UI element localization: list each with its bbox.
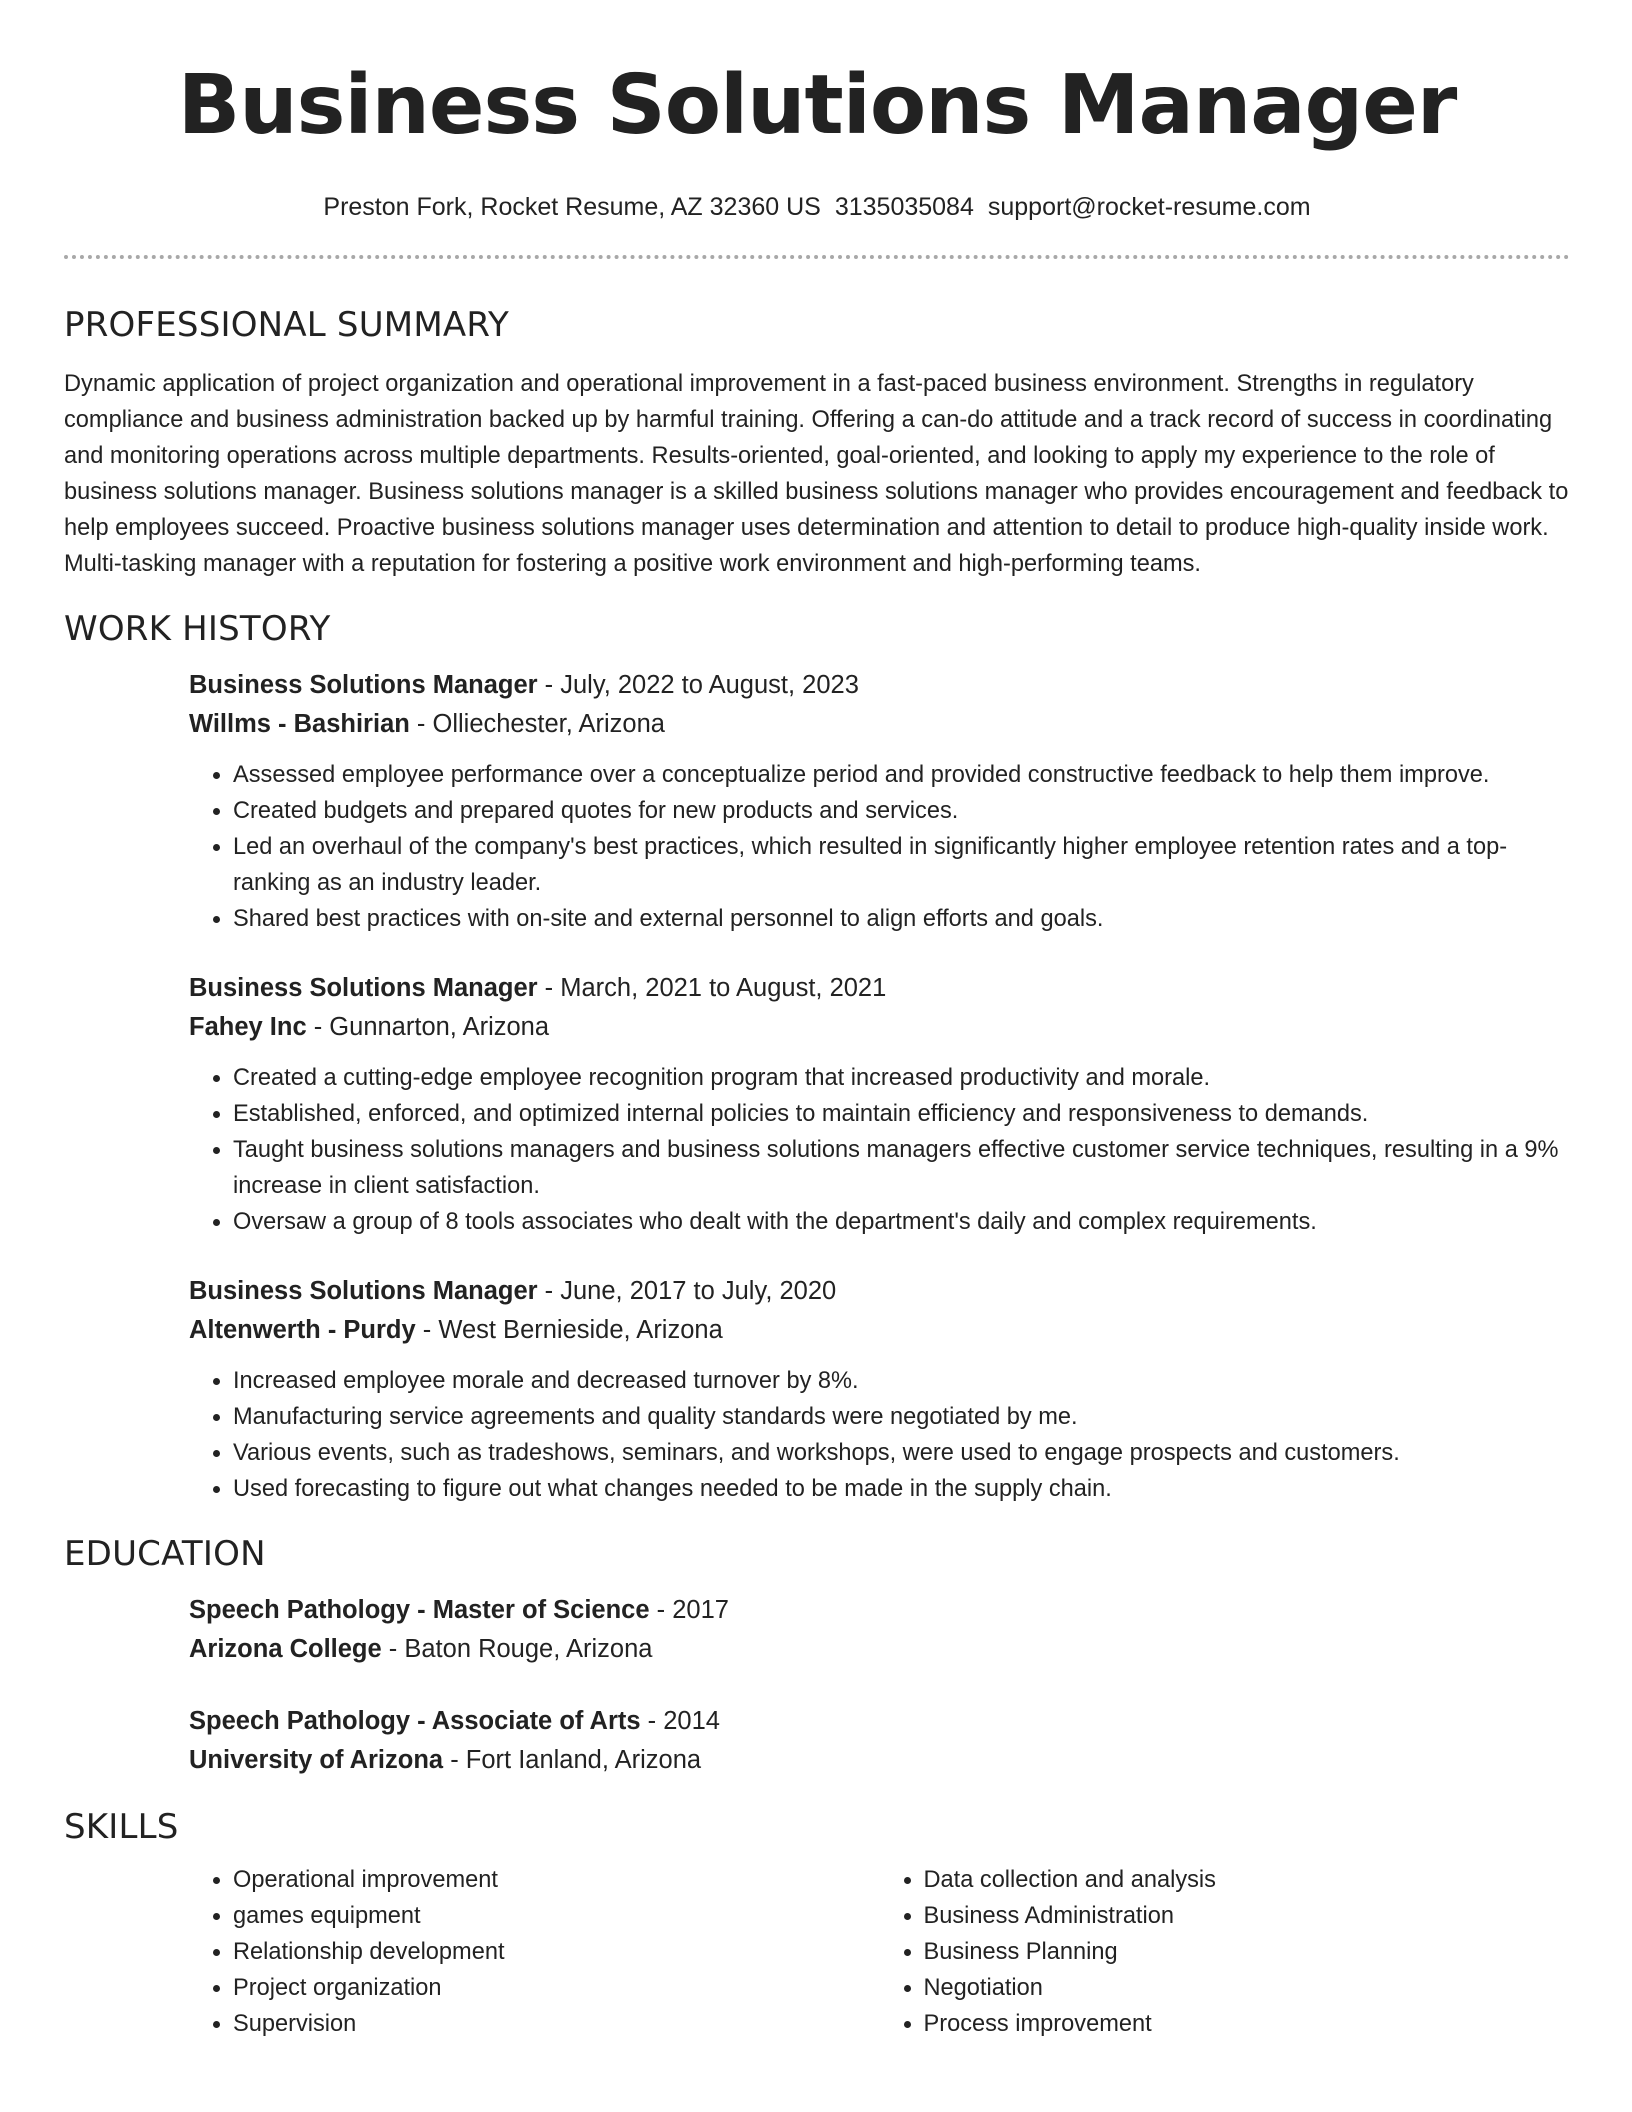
- education-degree: Speech Pathology - Master of Science: [189, 1596, 650, 1624]
- education-entry: [189, 1702, 1570, 1780]
- contact-phone: 3135035084: [834, 193, 974, 221]
- job-bullet: • Various events, such as tradeshows, seminars, and workshops, were used to engage prospects and customers.: [233, 1435, 1570, 1471]
- job-bullets: [189, 1060, 1570, 1240]
- job-company-line: [189, 705, 1570, 744]
- job-company: Willms - Bashirian: [189, 710, 410, 738]
- education-year: - 2017: [649, 1596, 729, 1624]
- job-bullets: [189, 1363, 1570, 1507]
- education-school: University of Arizona: [189, 1746, 444, 1774]
- skill-item: • Project organization: [233, 1970, 880, 2006]
- job-bullet: • Manufacturing service agreements and quality standards were negotiated by me.: [233, 1399, 1570, 1435]
- job-company-line: [189, 1311, 1570, 1350]
- job-bullet: • Established, enforced, and optimized internal policies to maintain efficiency and responsiveness to demands.: [233, 1096, 1570, 1132]
- education-school-line: [189, 1741, 1570, 1780]
- job-dates: - June, 2017 to July, 2020: [537, 1277, 837, 1305]
- job-role: Business Solutions Manager: [189, 974, 538, 1002]
- skill-item: • Data collection and analysis: [924, 1862, 1571, 1898]
- education-year: - 2014: [640, 1707, 720, 1735]
- contact-address: Preston Fork, Rocket Resume, AZ 32360 US: [323, 193, 821, 221]
- job-company-line: [189, 1008, 1570, 1047]
- job-dates: - March, 2021 to August, 2021: [537, 974, 887, 1002]
- job-bullet: • Taught business solutions managers and business solutions managers effective customer service techniques, resulting in a 9% increase in client satisfaction.: [233, 1132, 1570, 1204]
- job-company: Altenwerth - Purdy: [189, 1316, 416, 1344]
- education-degree-line: [189, 1702, 1570, 1741]
- job-entry: [189, 666, 1570, 937]
- job-bullet: • Increased employee morale and decreased turnover by 8%.: [233, 1363, 1570, 1399]
- job-bullet: • Led an overhaul of the company's best practices, which resulted in significantly higher employee retention rates and a top-ranking as an industry leader.: [233, 829, 1570, 901]
- job-bullet: • Created a cutting-edge employee recognition program that increased productivity and morale.: [233, 1060, 1570, 1096]
- job-title-line: [189, 1272, 1570, 1311]
- job-location: - Olliechester, Arizona: [409, 710, 665, 738]
- job-role: Business Solutions Manager: [189, 1277, 538, 1305]
- skills-list-left: [189, 1862, 880, 2042]
- skills-columns: [189, 1862, 1570, 2042]
- job-entry: [189, 1272, 1570, 1507]
- job-title-line: [189, 969, 1570, 1008]
- skill-item: • Operational improvement: [233, 1862, 880, 1898]
- skill-item: • Supervision: [233, 2006, 880, 2042]
- education-school: Arizona College: [189, 1635, 382, 1663]
- section-title-education: EDUCATION: [64, 1534, 266, 1574]
- job-bullet: • Shared best practices with on-site and external personnel to align efforts and goals.: [233, 901, 1570, 937]
- education-degree-line: [189, 1591, 1570, 1630]
- job-title-line: [189, 666, 1570, 705]
- skill-item: • Negotiation: [924, 1970, 1571, 2006]
- job-bullet: • Used forecasting to figure out what changes needed to be made in the supply chain.: [233, 1471, 1570, 1507]
- job-bullets: [189, 757, 1570, 937]
- education-school-line: [189, 1630, 1570, 1669]
- education-degree: Speech Pathology - Associate of Arts: [189, 1707, 641, 1735]
- job-location: - Gunnarton, Arizona: [306, 1013, 550, 1041]
- section-title-skills: SKILLS: [64, 1807, 179, 1847]
- contact-email: support@rocket-resume.com: [987, 193, 1311, 221]
- job-bullet: • Oversaw a group of 8 tools associates who dealt with the department's daily and complex requirements.: [233, 1204, 1570, 1240]
- education-location: - Baton Rouge, Arizona: [381, 1635, 653, 1663]
- resume-name: Business Solutions Manager: [177, 58, 1457, 153]
- skills-list-right: [880, 1862, 1571, 2042]
- job-bullet: • Assessed employee performance over a conceptualize period and provided constructive feedback to help them improve.: [233, 757, 1570, 793]
- resume-page: [64, 0, 1570, 2042]
- job-dates: - July, 2022 to August, 2023: [537, 671, 859, 699]
- skill-item: • Process improvement: [924, 2006, 1571, 2042]
- education-location: - Fort Ianland, Arizona: [443, 1746, 702, 1774]
- job-entry: [189, 969, 1570, 1240]
- skill-item: • Business Administration: [924, 1898, 1571, 1934]
- skill-item: • Business Planning: [924, 1934, 1571, 1970]
- summary-text: Dynamic application of project organization and operational improvement in a fast-paced business environment. Strengths in regulatory compliance and business administration backed up by harmful training. Offering a can-do attitude and a track record of success in coordinating and monitoring operations across multiple departments. Results-oriented, goal-oriented, and looking to apply my experience to the role of business solutions manager. Business solutions manager is a skilled business solutions manager who provides encouragement and feedback to help employees succeed. Proactive business solutions manager uses determination and attention to detail to produce high-quality inside work. Multi-tasking manager with a reputation for fostering a positive work environment and high-performing teams.: [64, 371, 1569, 577]
- contact-line: [64, 192, 1570, 222]
- skill-item: • games equipment: [233, 1898, 880, 1934]
- job-bullet: • Created budgets and prepared quotes for new products and services.: [233, 793, 1570, 829]
- education-entry: [189, 1591, 1570, 1669]
- section-title-summary: PROFESSIONAL SUMMARY: [64, 305, 509, 345]
- job-company: Fahey Inc: [189, 1013, 307, 1041]
- section-title-work-history: WORK HISTORY: [64, 609, 331, 649]
- header-divider: [64, 255, 1570, 259]
- job-location: - West Bernieside, Arizona: [415, 1316, 723, 1344]
- job-role: Business Solutions Manager: [189, 671, 538, 699]
- skill-item: • Relationship development: [233, 1934, 880, 1970]
